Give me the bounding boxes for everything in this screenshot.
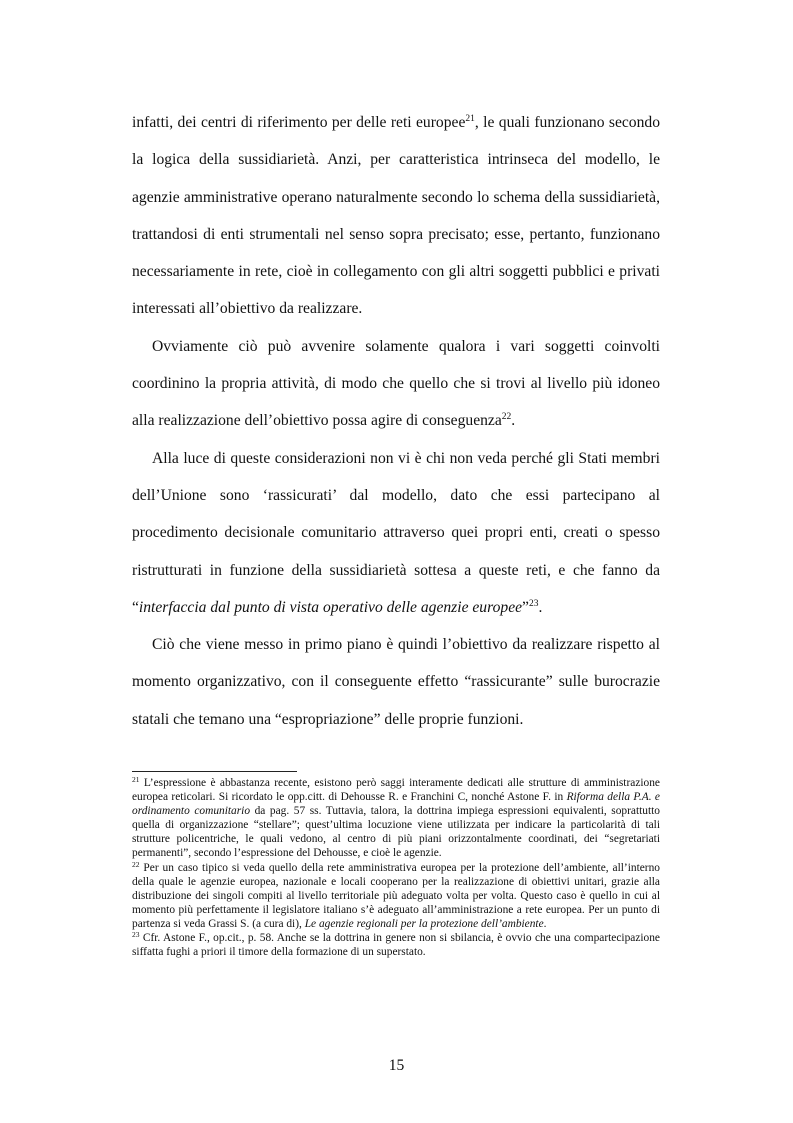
paragraph xyxy=(132,104,660,328)
footnotes xyxy=(132,776,660,959)
italic-text: interfaccia dal punto di vista operativo delle agenzie europee xyxy=(138,598,523,616)
footnote-reference: 23 xyxy=(528,598,539,609)
text-run: Per un caso tipico si veda quello della rete amministrativa europea per la protezione dell’ambiente, all’interno della quale le agenzie europea, nazionale e locali cooperano per la realizzazione di obiettivi unitari, grazie alla distribuzione dei singoli compiti al livello territoriale più adeguato volta per volta. Questo caso è quello in cui al momento più perfettamente il legislatore italiano s’è adeguato all’amministrazione a rete europea. Per un punto di partenza si veda Grassi S. (a cura di), xyxy=(132,861,660,930)
text-run: . xyxy=(511,412,516,430)
italic-text: Riforma della P.A. e ordinamento comunitario xyxy=(132,791,660,818)
text-run: L’espressione è abbastanza recente, esistono però saggi interamente dedicati alle strutture di amministrazione europea reticolari. Si ricordato le opp.citt. di Dehousse R. e Franchini C, nonché Astone F. in xyxy=(132,777,660,804)
footnote-number: 22 xyxy=(132,859,140,869)
footnote-number: 23 xyxy=(132,930,140,940)
footnote xyxy=(132,861,660,931)
text-run: . xyxy=(538,598,543,616)
footnote-number: 21 xyxy=(132,775,140,784)
text-run: Ciò che viene messo in primo piano è quindi l’obiettivo da realizzare rispetto al momento organizzativo, con il conseguente effetto “rassicurante” sulle burocrazie statali che temano una “espropriazione” delle proprie funzioni. xyxy=(132,636,660,728)
text-run: Cfr. Astone F., op.cit., p. 58. Anche se la dottrina in genere non si sbilancia, è ovvio che una compartecipazione siffatta fughi a priori il timore della formazione di un superstato. xyxy=(132,932,660,959)
text-run: , le quali funzionano secondo la logica della sussidiarietà. Anzi, per caratteristica intrinseca del modello, le agenzie amministrative operano naturalmente secondo lo schema della sussidiarietà, trattandosi di enti strumentali nel senso sopra precisato; esse, pertanto, funzionano necessariamente in rete, cioè in collegamento con gli altri soggetti pubblici e privati interessati all’obiettivo da realizzare. xyxy=(132,114,660,318)
footnote-reference: 21 xyxy=(465,114,475,124)
text-run: Ovviamente ciò può avvenire solamente qualora i vari soggetti coinvolti coordinino la propria attività, di modo che quello che si trovi al livello più idoneo alla realizzazione dell’obiettivo possa agire di conseguenza xyxy=(132,337,660,430)
footnote xyxy=(132,776,660,861)
main-text xyxy=(132,104,660,738)
paragraph xyxy=(132,328,660,440)
text-run: infatti, dei centri di riferimento per delle reti europee xyxy=(132,114,466,131)
paragraph xyxy=(132,440,660,626)
text-run: Alla luce di queste considerazioni non vi è chi non veda perché gli Stati membri dell’Unione sono ‘rassicurati’ dal modello, dato che essi partecipano al procedimento decisionale comunitario attraverso quei propri enti, creati o spesso ristrutturati in funzione della sussidiarietà sottesa a queste reti, e che fanno da “ xyxy=(132,449,660,616)
text-run: da pag. 57 ss. Tuttavia, talora, la dottrina impiega espressioni equivalenti, soprattutto quella di organizzazione “stellare”; quest’ultima locuzione viene utilizzata per indicare la particolarità di tali strutture policentriche, le quali vedono, al centro di più piani orizzontalmente coordinati, dei “segretariati permanenti”, secondo l’espressione del Dehousse, e cioè le agenzie. xyxy=(132,805,660,860)
italic-text: Le agenzie regionali per la protezione dell’ambiente xyxy=(304,917,544,930)
footnote-separator xyxy=(132,771,297,772)
footnote xyxy=(132,931,660,959)
footnote-reference: 22 xyxy=(501,412,512,423)
text-run: ” xyxy=(522,598,529,616)
paragraph xyxy=(132,626,660,738)
page-number: 15 xyxy=(388,1057,405,1074)
text-run: . xyxy=(543,917,547,930)
